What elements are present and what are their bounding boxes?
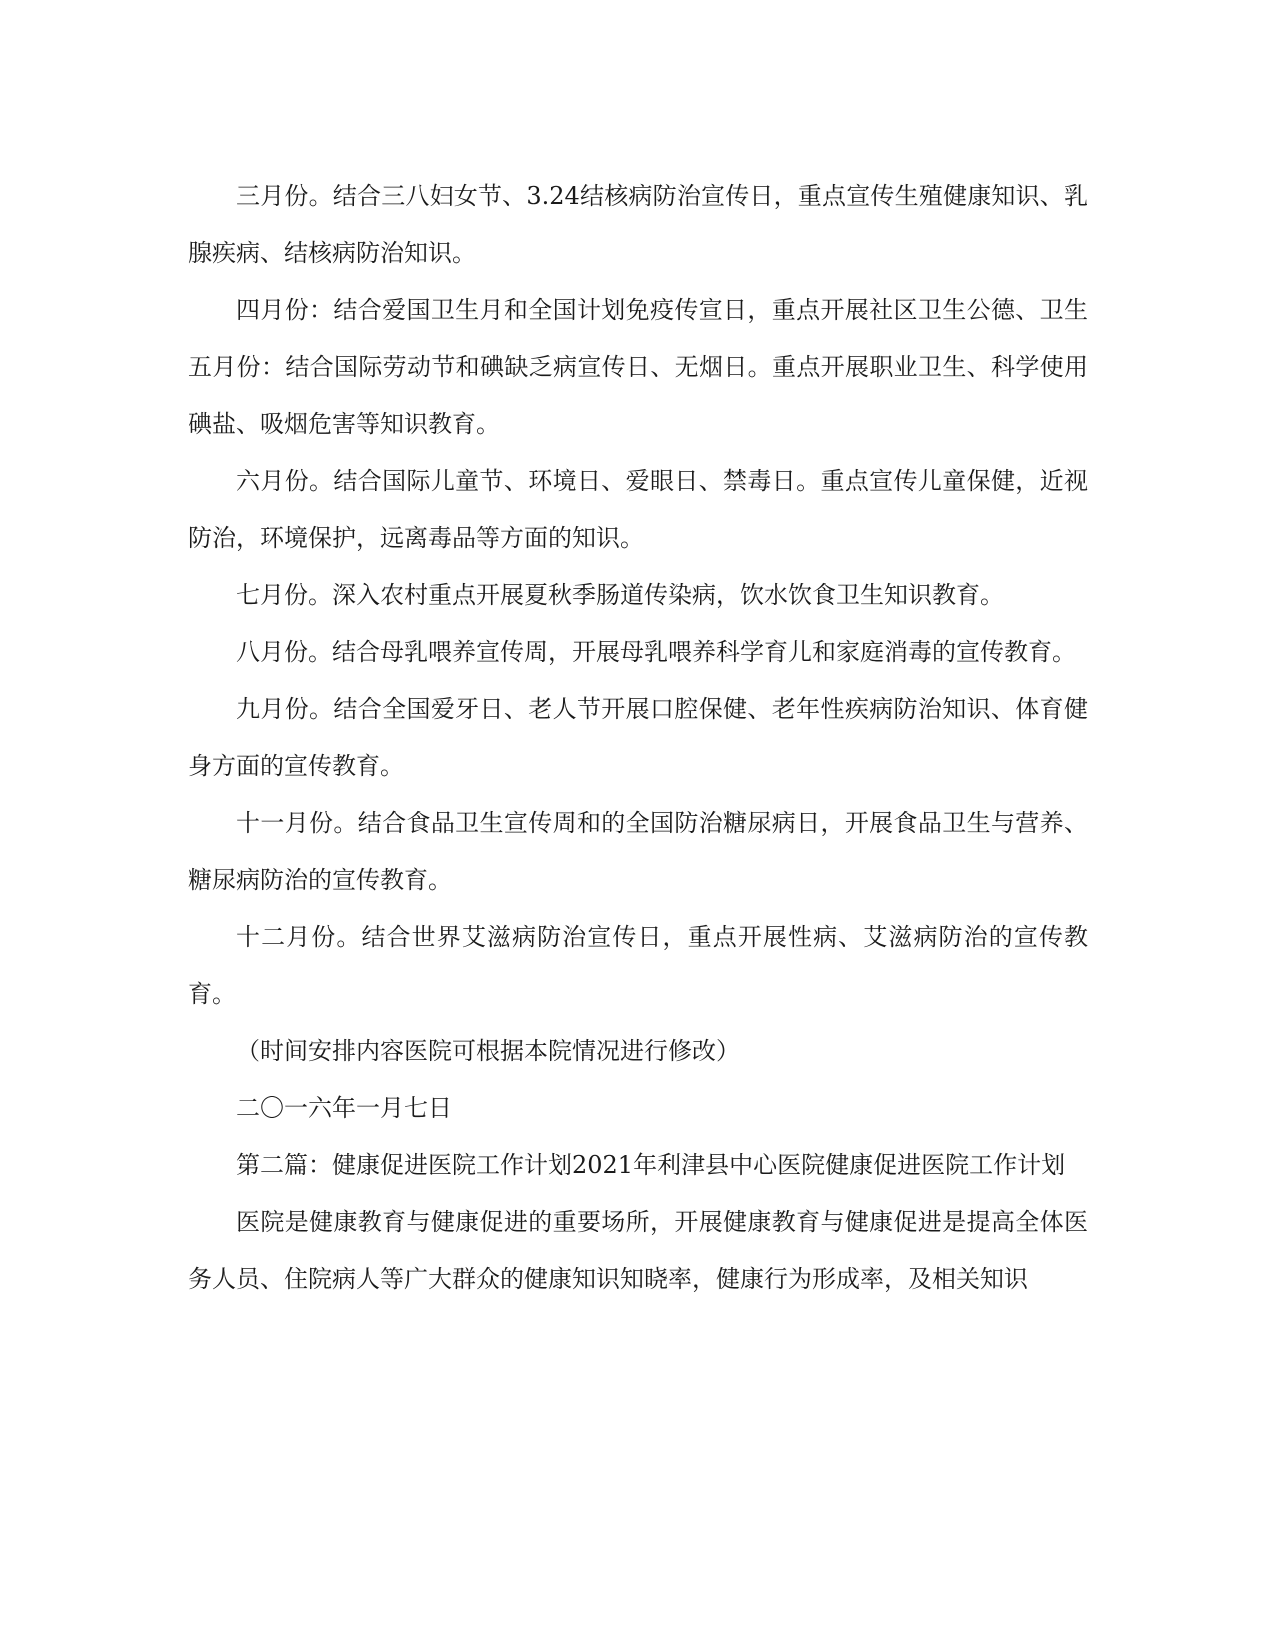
document-body bbox=[188, 168, 1088, 1308]
paragraph-november: 十一月份。结合食品卫生宣传周和的全国防治糖尿病日，开展食品卫生与营养、糖尿病防治的宣传教育。 bbox=[188, 809, 1088, 894]
paragraph-september: 九月份。结合全国爱牙日、老人节开展口腔保健、老年性疾病防治知识、体育健身方面的宣传教育。 bbox=[188, 695, 1088, 780]
paragraph-note: （时间安排内容医院可根据本院情况进行修改） bbox=[236, 1037, 740, 1065]
paragraph-december: 十二月份。结合世界艾滋病防治宣传日，重点开展性病、艾滋病防治的宣传教育。 bbox=[188, 923, 1088, 1008]
paragraph-april-may: 四月份：结合爱国卫生月和全国计划免疫传宣日，重点开展社区卫生公德、卫生五月份：结合国际劳动节和碘缺乏病宣传日、无烟日。重点开展职业卫生、科学使用碘盐、吸烟危害等知识教育。 bbox=[188, 296, 1088, 438]
paragraph-chapter-two-title: 第二篇：健康促进医院工作计划2021年利津县中心医院健康促进医院工作计划 bbox=[236, 1151, 1066, 1179]
paragraph-hospital-intro: 医院是健康教育与健康促进的重要场所，开展健康教育与健康促进是提高全体医务人员、住院病人等广大群众的健康知识知晓率，健康行为形成率，及相关知识 bbox=[188, 1208, 1088, 1293]
paragraph-date: 二〇一六年一月七日 bbox=[236, 1094, 452, 1122]
paragraph-july: 七月份。深入农村重点开展夏秋季肠道传染病，饮水饮食卫生知识教育。 bbox=[236, 581, 1004, 609]
paragraph-june: 六月份。结合国际儿童节、环境日、爱眼日、禁毒日。重点宣传儿童保健，近视防治，环境保护，远离毒品等方面的知识。 bbox=[188, 467, 1088, 552]
paragraph-march: 三月份。结合三八妇女节、3.24结核病防治宣传日，重点宣传生殖健康知识、乳腺疾病、结核病防治知识。 bbox=[188, 182, 1088, 267]
paragraph-august: 八月份。结合母乳喂养宣传周，开展母乳喂养科学育儿和家庭消毒的宣传教育。 bbox=[236, 638, 1076, 666]
